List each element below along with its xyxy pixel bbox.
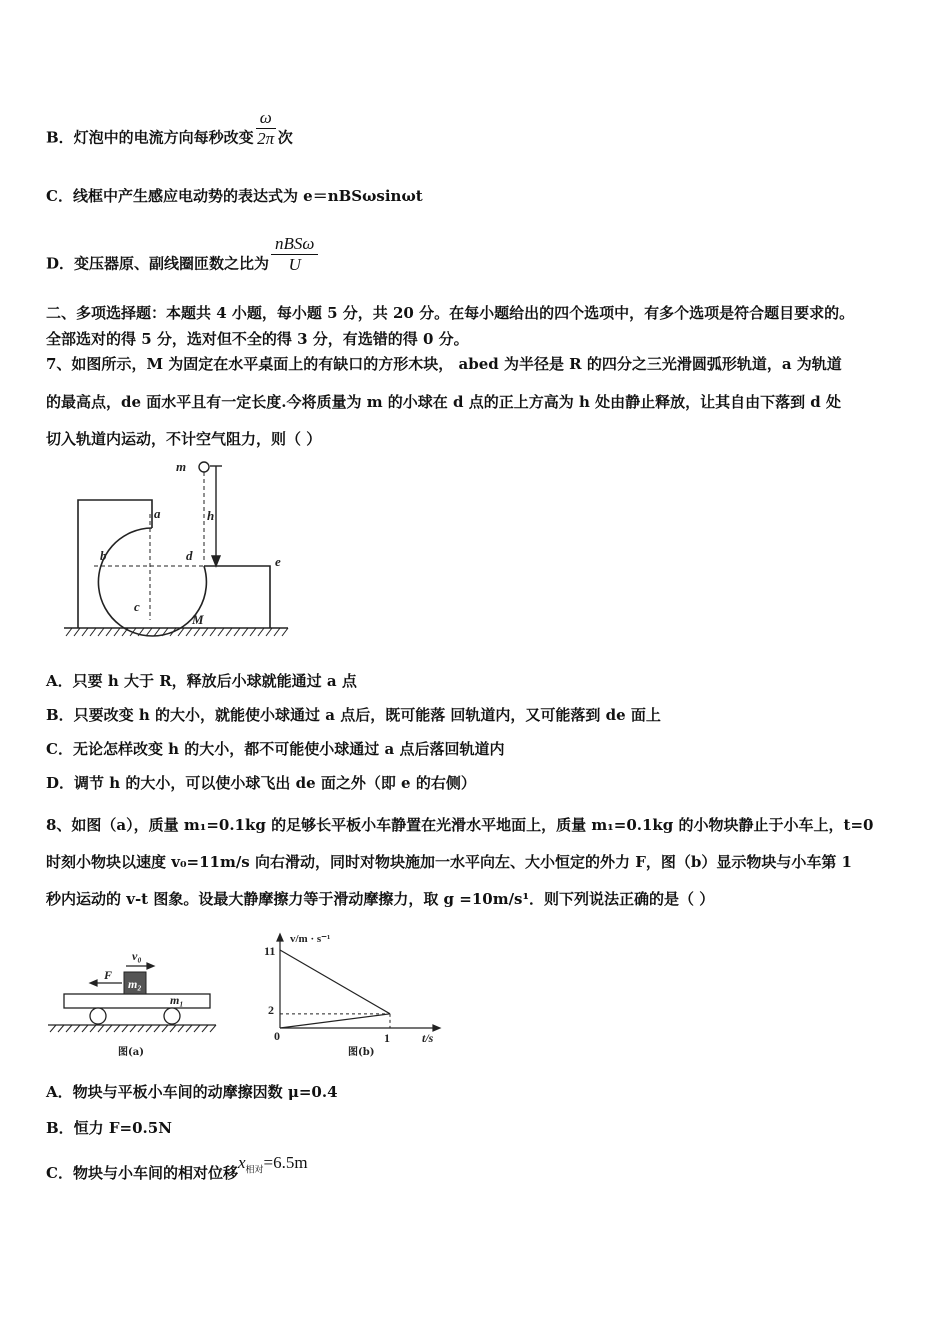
- block-outline-left: [78, 500, 152, 628]
- q8-option-c-label: C．物块与小车间的相对位移: [46, 1164, 238, 1182]
- q8-figure-a: [44, 942, 220, 1062]
- label-F: F: [104, 968, 113, 982]
- wheel-left: [90, 1008, 106, 1024]
- q8-figure-b-vt-chart: [256, 928, 446, 1062]
- label-v0: v₀: [132, 949, 142, 963]
- label-e: e: [275, 554, 281, 569]
- caption-a: 图(a): [118, 1047, 144, 1058]
- fraction-denominator: U: [288, 255, 301, 274]
- ground-hatching: [66, 628, 288, 636]
- tick-2: 2: [268, 1003, 274, 1017]
- q7-track-figure: [58, 458, 298, 648]
- option-b-label: B．灯泡中的电流方向每秒改变: [46, 128, 254, 147]
- section2-line2: 全部选对的得 5 分，选对但不全的得 3 分，有选错的得 0 分。: [46, 330, 469, 348]
- label-b: b: [100, 548, 107, 563]
- option-b: [46, 108, 293, 159]
- fraction-numerator: ω: [256, 108, 276, 129]
- fraction-nbs-u: [271, 234, 318, 275]
- q8-line2: 时刻小物块以速度 v₀=11m/s 向右滑动，同时对物块施加一水平向左、大小恒定的外力 F，图（b）显示物块与小车第 1: [46, 853, 852, 871]
- q8-line3: 秒内运动的 v-t 图象。设最大静摩擦力等于滑动摩擦力，取 g =10m/s¹．则下列说法正确的是（ ）: [46, 890, 715, 908]
- y-axis-label: v/m · s⁻¹: [290, 933, 331, 945]
- label-c: c: [134, 599, 140, 614]
- q8-option-b: B．恒力 F=0.5N: [46, 1119, 172, 1137]
- series-line-1: [280, 1014, 390, 1028]
- label-d: d: [186, 548, 193, 563]
- relative-displacement: [237, 1153, 308, 1175]
- ball-icon: [199, 462, 209, 472]
- tick-0: 0: [274, 1029, 280, 1043]
- fraction-numerator: nBSω: [271, 234, 318, 255]
- q7-line1: 7、如图所示，M 为固定在水平桌面上的有缺口的方形木块， abed 为半径是 R 的四分之三光滑圆弧形轨道，a 为轨道: [46, 355, 842, 373]
- label-m1: m₁: [170, 993, 184, 1007]
- label-M: M: [192, 612, 204, 627]
- option-b-suffix: 次: [277, 128, 293, 147]
- x-axis-label: t/s: [422, 1031, 434, 1045]
- q7-option-c: C．无论怎样改变 h 的大小，都不可能使小球通过 a 点后落回轨道内: [46, 740, 505, 758]
- section2-line1: 二、多项选择题：本题共 4 小题，每小题 5 分，共 20 分。在每小题给出的四个选项中，有多个选项是符合题目要求的。: [46, 304, 855, 322]
- q7-option-d: D．调节 h 的大小，可以使小球飞出 de 面之外（即 e 的右侧）: [46, 774, 476, 792]
- q7-line3: 切入轨道内运动，不计空气阻力，则（ ）: [46, 430, 322, 448]
- math-x-symbol: x: [237, 1153, 246, 1172]
- label-m: m: [176, 459, 187, 474]
- math-x-value: =6.5m: [263, 1153, 308, 1172]
- label-h: h: [207, 508, 215, 523]
- series-line-0: [280, 950, 390, 1014]
- label-a: a: [154, 506, 161, 521]
- q7-option-a: A．只要 h 大于 R，释放后小球就能通过 a 点: [46, 672, 357, 690]
- q8-line1: 8、如图（a），质量 m₁=0.1kg 的足够长平板小车静置在光滑水平地面上，质量 m₁=0.1kg 的小物块静止于小车上，t=0: [46, 816, 874, 834]
- caption-b: 图(b): [348, 1047, 375, 1058]
- tick-11: 11: [264, 944, 276, 958]
- option-d: [46, 234, 320, 285]
- option-c: C．线框中产生感应电动势的表达式为 e＝nBSωsinωt: [46, 187, 423, 205]
- q8-option-c: [46, 1153, 308, 1189]
- fraction-denominator: 2π: [257, 129, 275, 148]
- tick-1: 1: [384, 1031, 390, 1045]
- math-x-subscript: 相对: [245, 1164, 264, 1175]
- q8-option-a: A．物块与平板小车间的动摩擦因数 μ=0.4: [46, 1083, 338, 1101]
- wheel-right: [164, 1008, 180, 1024]
- q7-option-b: B．只要改变 h 的大小，就能使小球通过 a 点后，既可能落 回轨道内，又可能落到 de 面上: [46, 706, 661, 724]
- cart-board: [64, 994, 210, 1008]
- block-outline-right: [204, 566, 270, 628]
- option-d-label: D．变压器原、副线圈匝数之比为: [46, 254, 270, 273]
- fraction-omega-2pi: [256, 108, 276, 149]
- label-m2: m₂: [128, 977, 142, 991]
- q7-line2: 的最高点，de 面水平且有一定长度.今将质量为 m 的小球在 d 点的正上方高为 h 处由静止释放，让其自由下落到 d 处: [46, 393, 842, 411]
- arc-track: [98, 528, 206, 636]
